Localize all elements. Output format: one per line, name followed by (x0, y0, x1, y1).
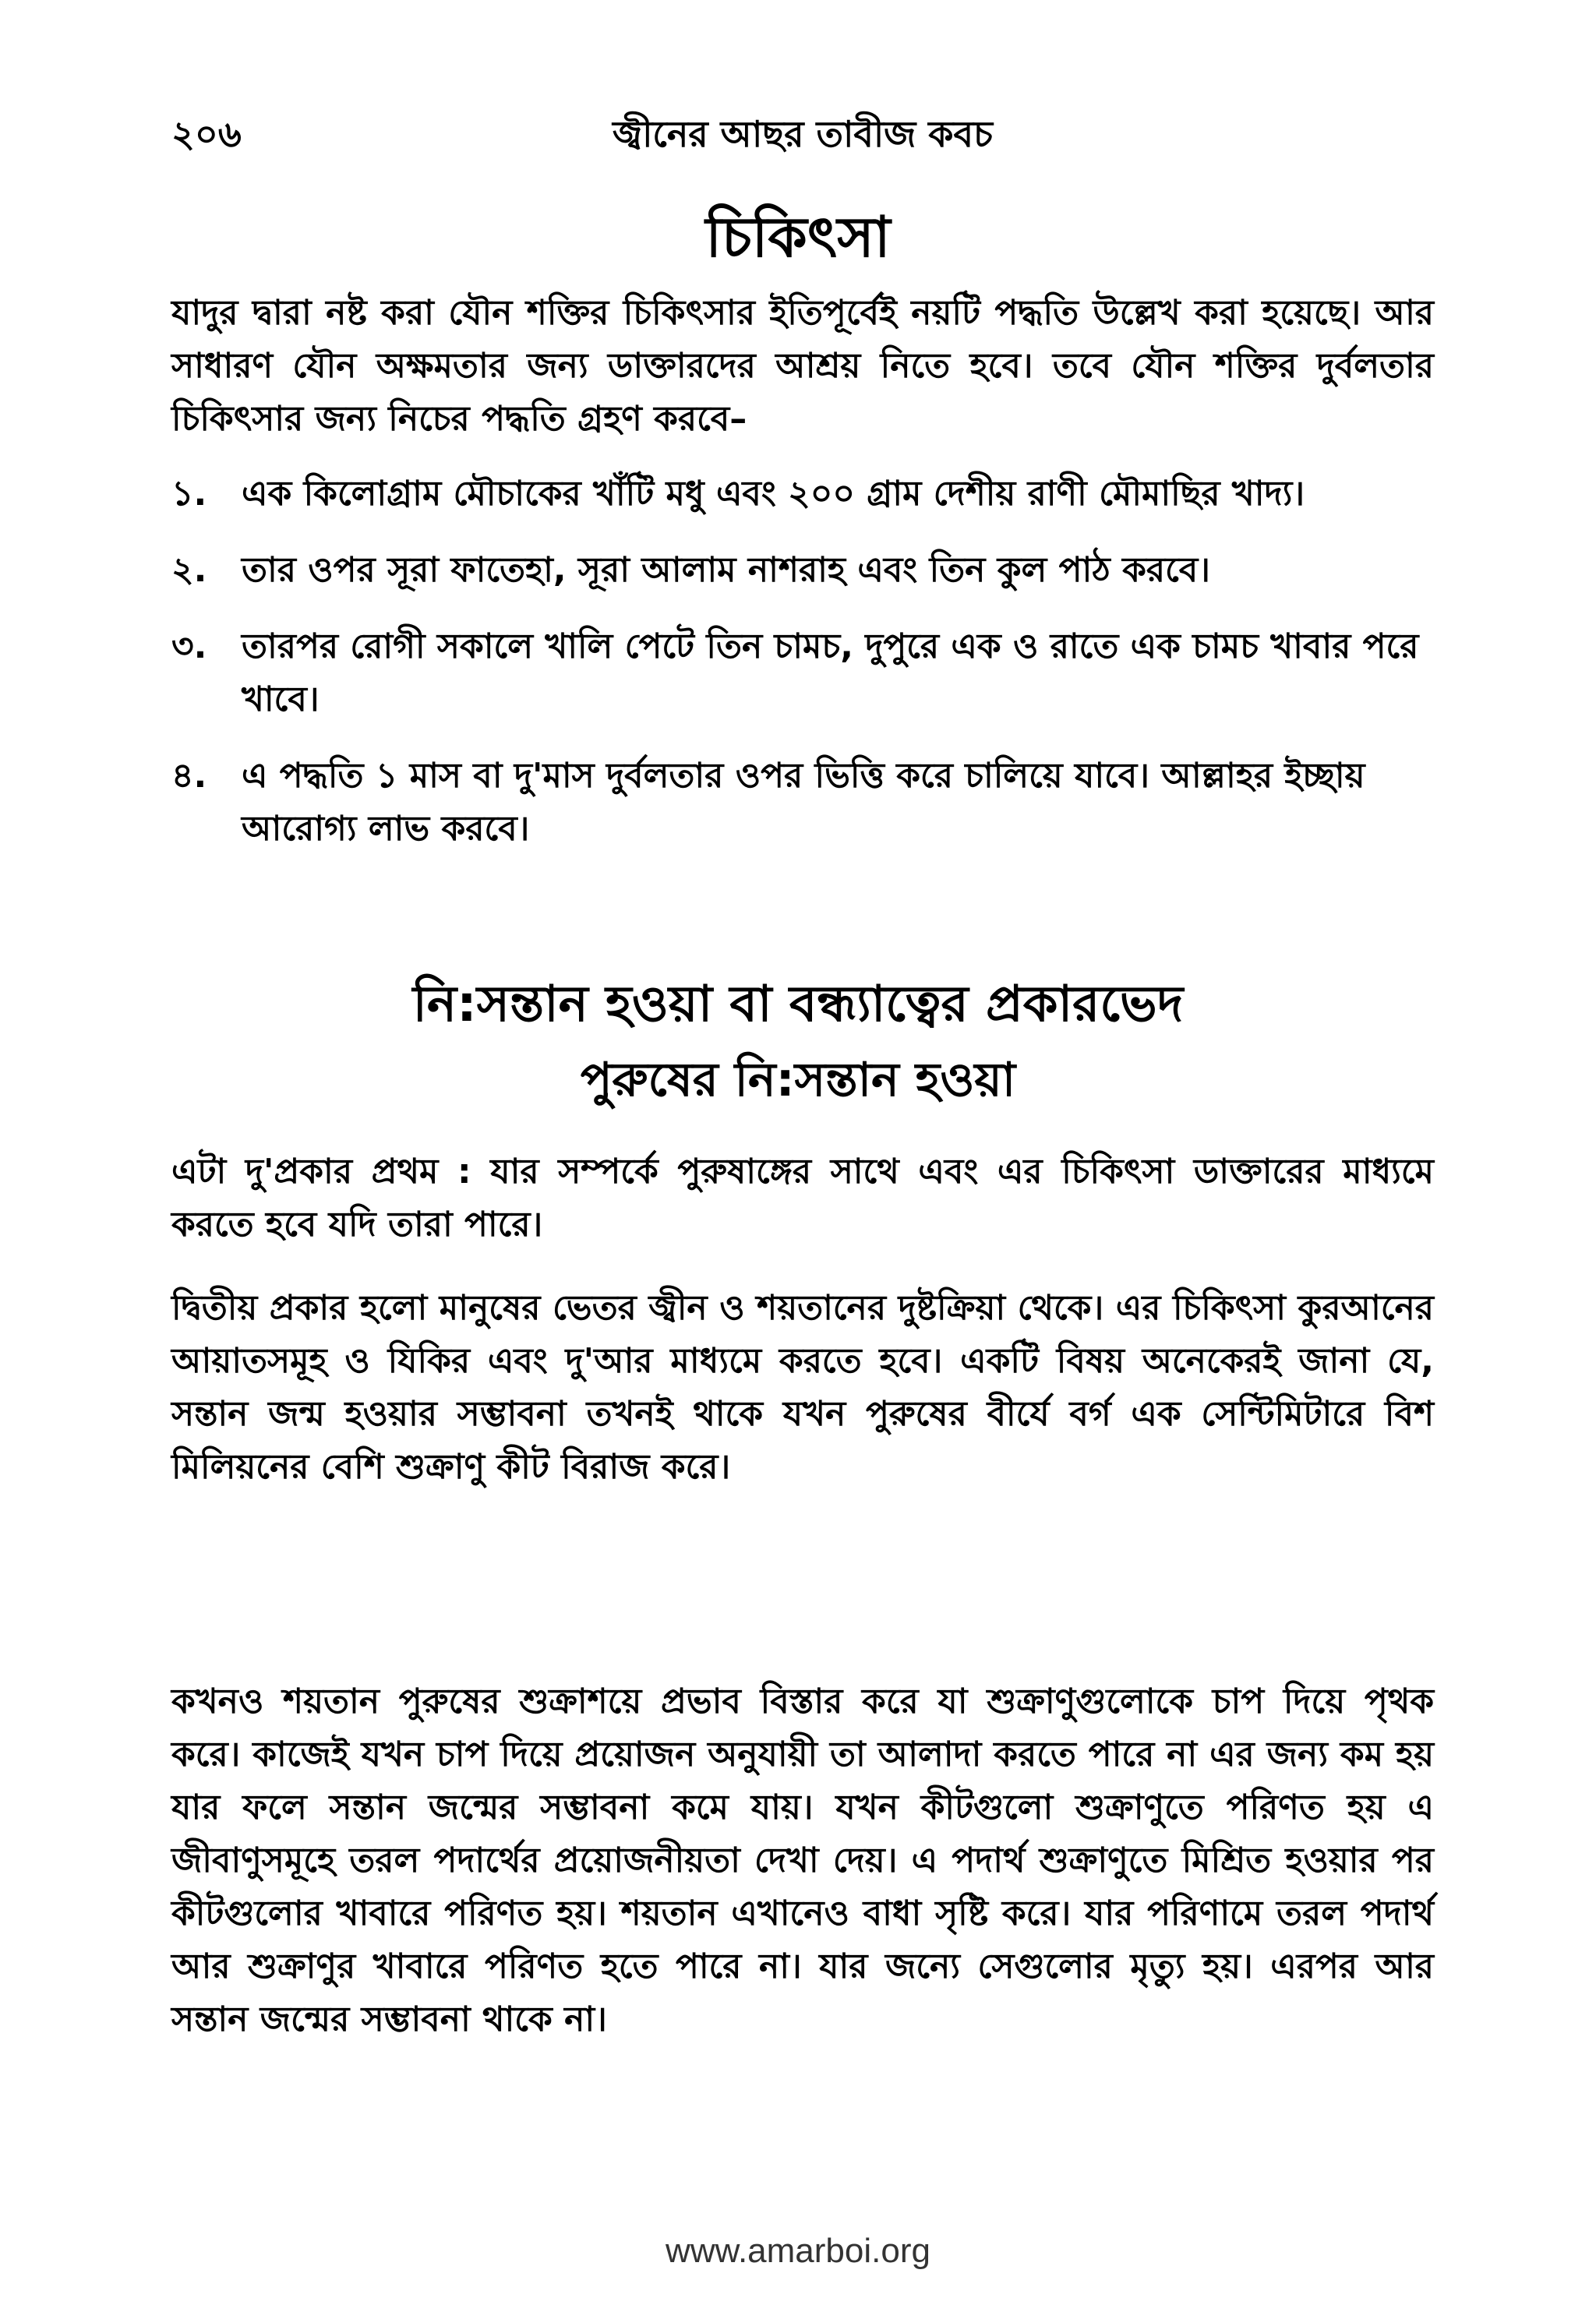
step-text: তারপর রোগী সকালে খালি পেটে তিন চামচ, দুপুরে এক ও রাতে এক চামচ খাবার পরে খাবে। (242, 627, 1419, 719)
list-item (171, 544, 1434, 597)
step-number: ৪. (171, 756, 207, 796)
step-number: ২. (171, 550, 207, 590)
page-header (171, 108, 1434, 162)
paragraph-satan-effect: কখনও শয়তান পুরুষের শুক্রাশয়ে প্রভাব বিস্তার করে যা শুক্রাণুগুলোকে চাপ দিয়ে পৃথক করে। কাজেই যখন চাপ দিয়ে প্রয়োজন অনুযায়ী তা আলাদা করতে পারে না এর জন্য কম হয় যার ফলে সন্তান জন্মের সম্ভাবনা কমে যায়। যখন কীটগুলো শুক্রাণুতে পরিণত হয় এ জীবাণুসমূহে তরল পদার্থের প্রয়োজনীয়তা দেখা দেয়। এ পদার্থ শুক্রাণুতে মিশ্রিত হওয়ার পর কীটগুলোর খাবারে পরিণত হয়। শয়তান এখানেও বাধা সৃষ্টি করে। যার পরিণামে তরল পদার্থ আর শুক্রাণুর খাবারে পরিণত হতে পারে না। যার জন্যে সেগুলোর মৃত্যু হয়। এরপর আর সন্তান জন্মের সম্ভাবনা থাকে না। (171, 1682, 1434, 2039)
section-heading-treatment: চিকিৎসা (705, 204, 891, 270)
page-number: ২০৬ (171, 113, 242, 155)
paragraph-first-type: এটা দু'প্রকার প্রথম : যার সম্পর্কে পুরুষাঙ্গের সাথে এবং এর চিকিৎসা ডাক্তারের মাধ্যমে করতে হবে যদি তারা পারে। (171, 1152, 1434, 1244)
running-title: জ্বীনের আছর তাবীজ কবচ (613, 113, 993, 155)
list-item (171, 750, 1434, 856)
footer-url: www.amarboi.org (666, 2232, 930, 2270)
step-number: ৩. (171, 627, 207, 666)
step-text: এক কিলোগ্রাম মৌচাকের খাঁটি মধু এবং ২০০ গ্রাম দেশীয় রাণী মৌমাছির খাদ্য। (242, 474, 1305, 514)
subheading-male-infertility: পুরুষের নি:সন্তান হওয়া (580, 1053, 1016, 1107)
list-item (171, 468, 1434, 521)
step-number: ১. (171, 474, 207, 514)
paragraph-second-type: দ্বিতীয় প্রকার হলো মানুষের ভেতর জ্বীন ও শয়তানের দুষ্টক্রিয়া থেকে। এর চিকিৎসা কুরআনের আয়াতসমূহ ও যিকির এবং দু'আর মাধ্যমে করতে হবে। একটি বিষয় অনেকেরই জানা যে, সন্তান জন্ম হওয়ার সম্ভাবনা তখনই থাকে যখন পুরুষের বীর্যে বর্গ এক সেন্টিমিটারে বিশ মিলিয়নের বেশি শুক্রাণু কীট বিরাজ করে। (171, 1288, 1434, 1487)
step-text: তার ওপর সূরা ফাতেহা, সূরা আলাম নাশরাহ এবং তিন কুল পাঠ করবে। (242, 550, 1210, 590)
intro-paragraph: যাদুর দ্বারা নষ্ট করা যৌন শক্তির চিকিৎসার ইতিপূর্বেই নয়টি পদ্ধতি উল্লেখ করা হয়েছে। আর সাধারণ যৌন অক্ষমতার জন্য ডাক্তারদের আশ্রয় নিতে হবে। তবে যৌন শক্তির দুর্বলতার চিকিৎসার জন্য নিচের পদ্ধতি গ্রহণ করবে– (171, 293, 1434, 439)
list-item (171, 620, 1434, 726)
section-heading-infertility: নি:সন্তান হওয়া বা বন্ধ্যাত্বের প্রকারভেদ (412, 976, 1184, 1033)
step-text: এ পদ্ধতি ১ মাস বা দু'মাস দুর্বলতার ওপর ভিত্তি করে চালিয়ে যাবে। আল্লাহর ইচ্ছায় আরোগ্য লাভ করবে। (242, 756, 1365, 849)
treatment-steps-list (171, 468, 1434, 879)
